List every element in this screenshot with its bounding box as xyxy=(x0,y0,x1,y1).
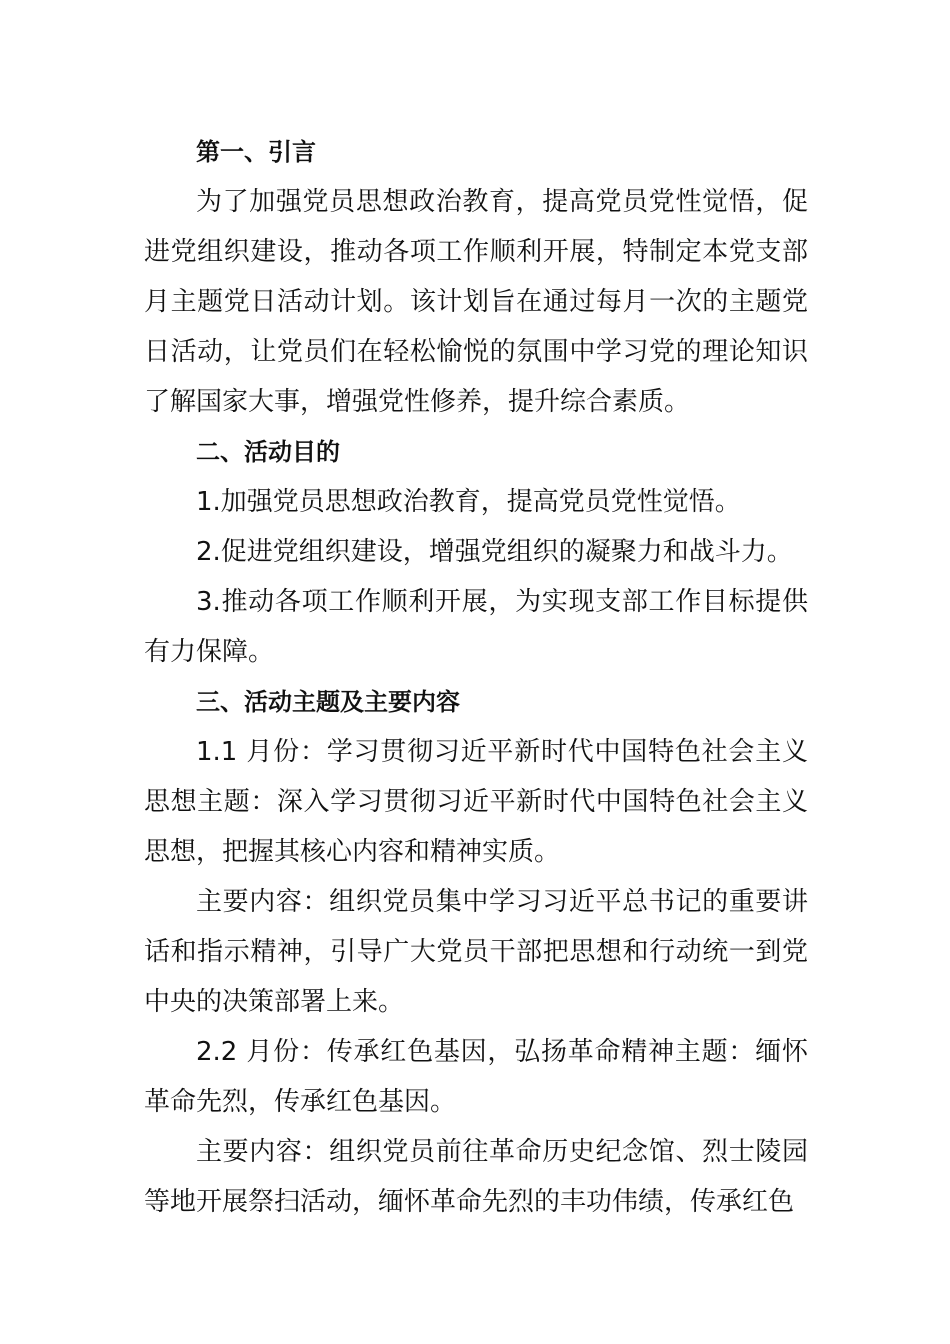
paragraph-february-content: 主要内容：组织党员前往革命历史纪念馆、烈士陵园等地开展祭扫活动，缅怀革命先烈的丰功伟绩，传承红色 xyxy=(144,1137,808,1217)
paragraph-objective-2: 2.促进党组织建设，增强党组织的凝聚力和战斗力。 xyxy=(196,537,793,567)
paragraph-january-theme: 1.1 月份：学习贯彻习近平新时代中国特色社会主义思想主题：深入学习贯彻习近平新时代中国特色社会主义思想，把握其核心内容和精神实质。 xyxy=(144,737,808,867)
paragraph-objective-1: 1.加强党员思想政治教育，提高党员党性觉悟。 xyxy=(196,487,741,517)
paragraph-january-content: 主要内容：组织党员集中学习习近平总书记的重要讲话和指示精神，引导广大党员干部把思想和行动统一到党中央的决策部署上来。 xyxy=(144,887,808,1017)
paragraph-introduction: 为了加强党员思想政治教育，提高党员党性觉悟，促进党组织建设，推动各项工作顺利开展，特制定本党支部月主题党日活动计划。该计划旨在通过每月一次的主题党日活动，让党员们在轻松愉悦的氛围中学习党的理论知识了解国家大事，增强党性修养，提升综合素质。 xyxy=(144,187,808,417)
paragraph-objective-3: 3.推动各项工作顺利开展，为实现支部工作目标提供有力保障。 xyxy=(144,587,808,667)
section-heading-themes: 三、活动主题及主要内容 xyxy=(196,688,460,716)
section-heading-introduction: 第一、引言 xyxy=(196,138,316,166)
paragraph-february-theme: 2.2 月份：传承红色基因，弘扬革命精神主题：缅怀革命先烈，传承红色基因。 xyxy=(144,1037,808,1117)
section-heading-objectives: 二、活动目的 xyxy=(196,438,340,466)
document-body xyxy=(144,127,808,1227)
